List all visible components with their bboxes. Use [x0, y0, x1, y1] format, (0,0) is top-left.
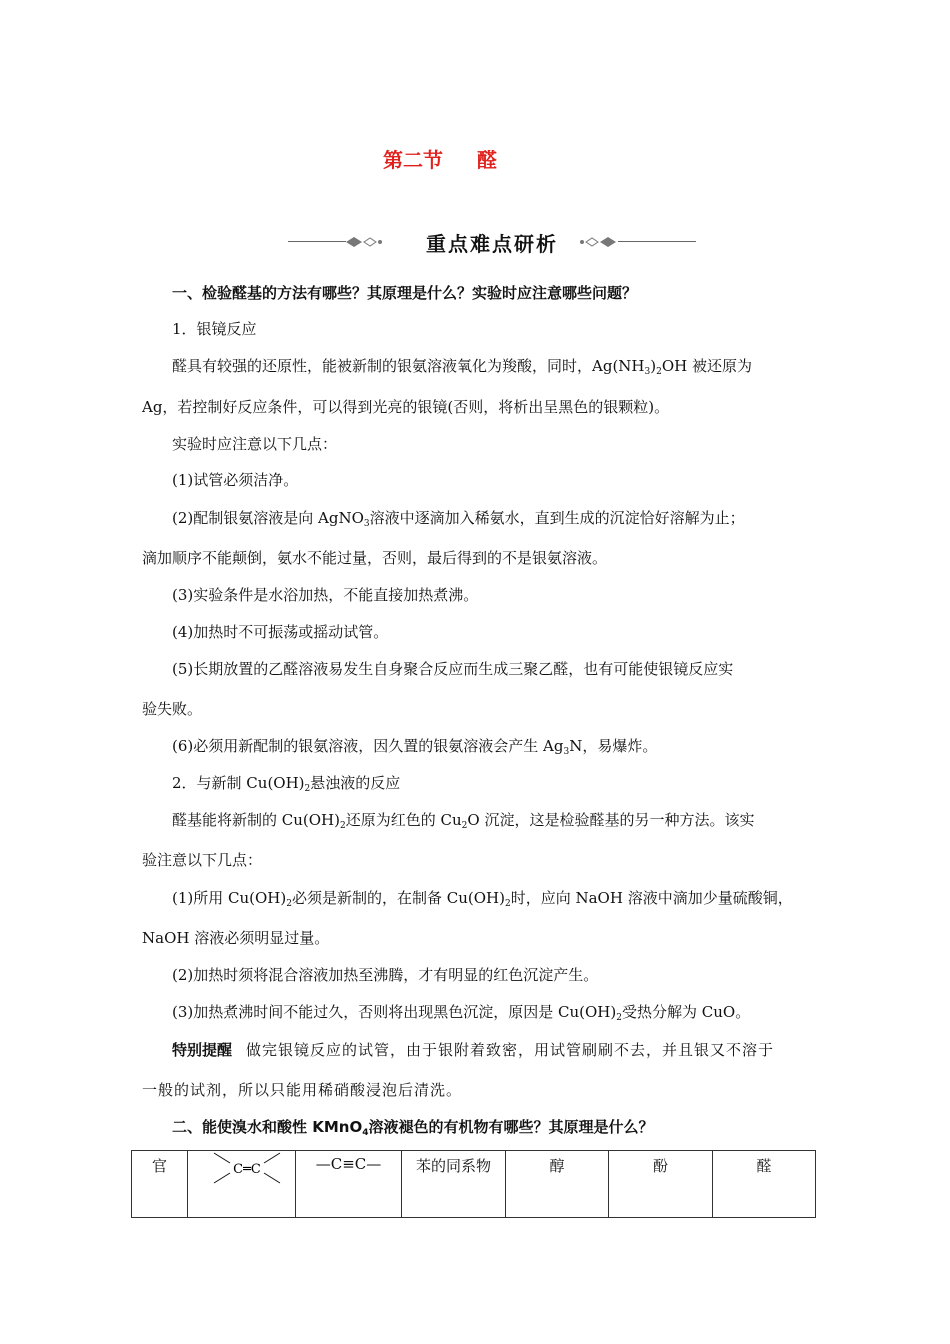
question-2: 二、能使溴水和酸性 KMnO$_4$溶液褪色的有机物有哪些？其原理是什么？ — [172, 1118, 654, 1138]
table-cell-alkene — [188, 1151, 296, 1218]
item-2a: (2)配制银氨溶液是向 AgNO$_3$溶液中逐滴加入稀氨水，直到生成的沉淀恰好溶解为止； — [172, 509, 745, 529]
item-j3: (3)加热煮沸时间不能过久，否则将出现黑色沉淀，原因是 $Cu(OH)_2$受热分解为 CuO。 — [172, 1003, 751, 1023]
item-2b: 滴加顺序不能颠倒，氨水不能过量，否则，最后得到的不是银氨溶液。 — [142, 549, 608, 567]
item-j1a: (1)所用 $Cu(OH)_2$必须是新制的，在制备 $Cu(OH)_2$时，应向 NaOH 溶液中滴加少量硫酸铜， — [172, 889, 793, 909]
item-j1b: NaOH 溶液必须明显过量。 — [142, 929, 330, 947]
item-5b: 验失败。 — [142, 700, 203, 718]
subheading-2: 2．与新制 $Cu(OH)_2$悬浊液的反应 — [172, 774, 401, 794]
table-cell: 苯的同系物 — [402, 1151, 506, 1218]
table-cell: 醛 — [713, 1151, 816, 1218]
table-row — [132, 1151, 816, 1218]
diamond-ornament-icon — [578, 235, 618, 249]
item-3: (3)实验条件是水浴加热，不能直接加热煮沸。 — [172, 586, 479, 604]
table-cell: 醇 — [506, 1151, 609, 1218]
para-2b: 验注意以下几点： — [142, 851, 263, 869]
banner-title: 重点难点研析 — [426, 232, 558, 256]
item-1: (1)试管必须洁净。 — [172, 471, 299, 489]
item-5a: (5)长期放置的乙醛溶液易发生自身聚合反应而生成三聚乙醛，也有可能使银镜反应实 — [172, 660, 734, 678]
table-cell: 官 — [132, 1151, 188, 1218]
para-1a: 醛具有较强的还原性，能被新制的银氨溶液氧化为羧酸，同时，$Ag(NH_3)_2OH$ 被还原为 — [172, 357, 753, 377]
title-part1: 第二节 — [383, 148, 444, 172]
properties-table — [131, 1150, 816, 1218]
section-banner — [288, 228, 696, 256]
item-6: (6)必须用新配制的银氨溶液，因久置的银氨溶液会产生 $Ag_3N$，易爆炸。 — [172, 737, 658, 757]
alkene-label: C═C — [233, 1162, 261, 1177]
banner-line-right — [618, 241, 696, 242]
table-cell: —C≡C— — [296, 1151, 402, 1218]
item-j2: (2)加热时须将混合溶液加热至沸腾，才有明显的红色沉淀产生。 — [172, 966, 599, 984]
question-1: 一、检验醛基的方法有哪些？其原理是什么？实验时应注意哪些问题？ — [172, 284, 638, 302]
item-4: (4)加热时不可振荡或摇动试管。 — [172, 623, 389, 641]
alkene-structure-icon — [188, 1151, 295, 1215]
subheading-1: 1．银镜反应 — [172, 320, 257, 338]
page-title — [0, 144, 880, 173]
notes-heading-1: 实验时应注意以下几点： — [172, 435, 338, 453]
para-1b: Ag，若控制好反应条件，可以得到光亮的银镜(否则，将析出呈黑色的银颗粒)。 — [142, 398, 670, 416]
tip-line-1: 特别提醒 做完银镜反应的试管，由于银附着致密，用试管刷刷不去，并且银又不溶于 — [172, 1041, 775, 1059]
title-part2: 醛 — [476, 148, 497, 172]
table-cell: 酚 — [609, 1151, 713, 1218]
para-2a: 醛基能将新制的 $Cu(OH)_2$还原为红色的 $Cu_2O$ 沉淀，这是检验醛基的另一种方法。该实 — [172, 811, 755, 831]
tip-line-2: 一般的试剂，所以只能用稀硝酸浸泡后清洗。 — [142, 1081, 463, 1099]
tip-label: 特别提醒 — [172, 1041, 233, 1059]
